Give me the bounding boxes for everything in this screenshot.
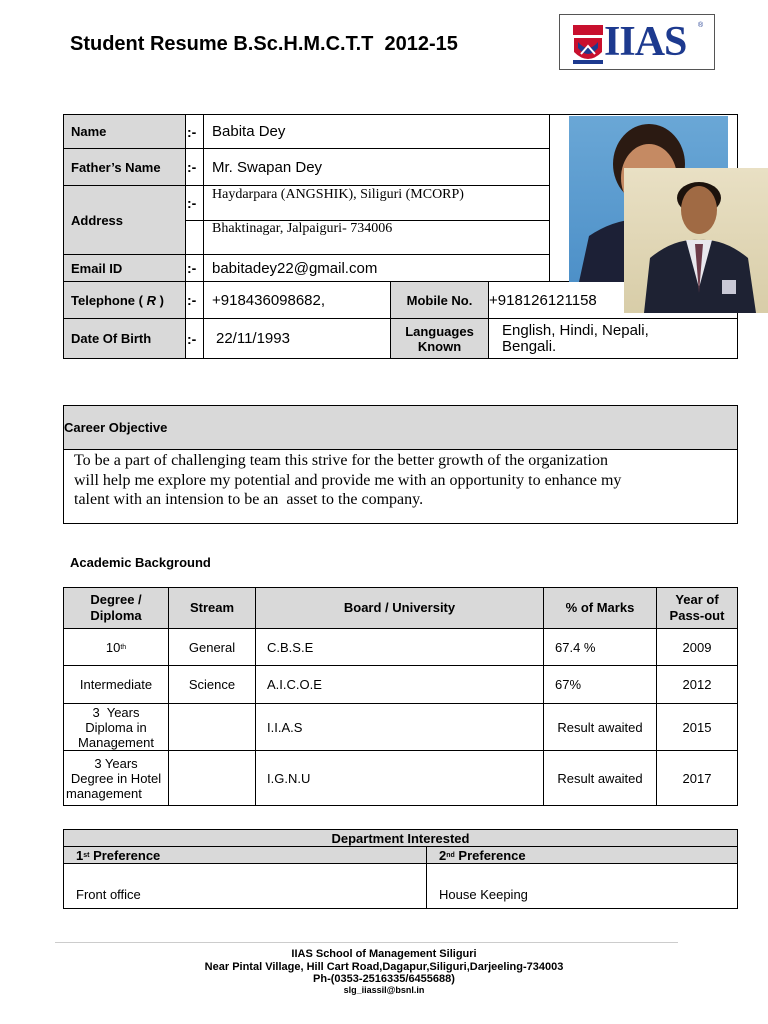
registered-mark: ® [698, 22, 704, 29]
footer-line-3: Ph-(0353-2516335/6455688) [313, 973, 455, 985]
email-label: Email ID [63, 254, 186, 282]
table-row-4-stream [168, 750, 256, 806]
pref1-sup: st [83, 851, 90, 859]
pref2-sup: nd [446, 851, 455, 859]
col-board-header: Board / University [255, 587, 544, 629]
address-label: Address [63, 185, 186, 255]
languages-label-line2: Known [417, 338, 462, 354]
languages-label-line1: Languages [405, 323, 474, 339]
academic-heading: Academic Background [70, 555, 211, 570]
footer-line-1: IIAS School of Management Siliguri [291, 948, 477, 960]
career-objective-heading: Career Objective [63, 405, 738, 450]
department-heading: Department Interested [63, 829, 738, 847]
dob-label: Date Of Birth [63, 318, 186, 359]
dob-separator: :- [185, 318, 204, 359]
col-year-header-line1: Year of [675, 592, 719, 607]
table-row-2-year: 2012 [656, 665, 738, 704]
row3-degree-line3: Management [78, 734, 154, 750]
row3-degree-line1: 3 Years [92, 704, 140, 720]
pref2-num: 2 [439, 847, 447, 863]
table-row-4-board: I.G.N.U [255, 750, 544, 806]
table-row-2-stream: Science [168, 665, 256, 704]
table-row-4-year: 2017 [656, 750, 738, 806]
row4-degree-line1: 3 Years [94, 755, 138, 771]
father-name-separator: :- [185, 148, 204, 186]
row1-degree-text: 10 [105, 639, 121, 655]
address-separator-blank [185, 220, 204, 255]
pref1-num: 1 [76, 847, 84, 863]
name-label: Name [63, 114, 186, 149]
dob-value: 22/11/1993 [203, 318, 391, 359]
career-line-3: talent with an intension to be an asset to the company. [74, 491, 424, 508]
logo-wordmark: IIAS [604, 19, 687, 65]
languages-value-line2: Bengali. [502, 337, 557, 355]
page-title: Student Resume B.Sc.H.M.C.T.T 2012-15 [70, 33, 458, 55]
table-row-4-degree [63, 750, 169, 806]
email-value: babitadey22@gmail.com [203, 254, 550, 282]
col-year-header-line2: Pass-out [669, 608, 725, 623]
address-separator: :- [185, 185, 204, 221]
pref1-label: Preference [89, 847, 161, 863]
preference-2-value: House Keeping [426, 863, 738, 909]
mobile-value: +918126121158 [488, 281, 738, 319]
career-line-2: will help me explore my potential and provide me with an opportunity to enhance my [74, 471, 622, 489]
telephone-value: +918436098682, [203, 281, 391, 319]
col-degree-header-line2: Diploma [90, 608, 142, 623]
table-row-4-marks: Result awaited [543, 750, 657, 806]
telephone-separator: :- [185, 281, 204, 319]
table-row-2-degree: Intermediate [63, 665, 169, 704]
table-row-3-marks: Result awaited [543, 703, 657, 751]
footer-email: slg_iiassil@bsnl.in [343, 985, 425, 995]
row1-degree-sup: th [120, 643, 127, 651]
table-row-1-stream: General [168, 628, 256, 666]
second-photo [624, 168, 768, 313]
address-line-1: Haydarpara (ANGSHIK), Siliguri (MCORP) [203, 185, 550, 221]
col-stream-header: Stream [168, 587, 256, 629]
col-degree-header [63, 587, 169, 629]
name-separator: :- [185, 114, 204, 149]
telephone-label [63, 281, 186, 319]
preference-1-header [63, 846, 427, 864]
address-line-2: Bhaktinagar, Jalpaiguri- 734006 [203, 220, 550, 255]
col-year-header [656, 587, 738, 629]
telephone-label-end: ) [156, 292, 164, 308]
father-name-label: Father’s Name [63, 148, 186, 186]
table-row-1-marks: 67.4 % [543, 628, 657, 666]
row3-degree-line2: Diploma in [85, 719, 147, 735]
table-row-1-board: C.B.S.E [255, 628, 544, 666]
languages-value-line1: English, Hindi, Nepali, [502, 321, 649, 339]
pref2-label: Preference [454, 847, 526, 863]
logo-emblem-icon [572, 24, 604, 66]
col-marks-header: % of Marks [543, 587, 657, 629]
name-value: Babita Dey [203, 114, 550, 149]
row4-degree-line2: Degree in Hotel [70, 770, 162, 786]
mobile-label: Mobile No. [390, 281, 489, 319]
email-separator: :- [185, 254, 204, 282]
father-name-value: Mr. Swapan Dey [203, 148, 550, 186]
table-row-1-year: 2009 [656, 628, 738, 666]
table-row-1-degree [63, 628, 169, 666]
career-objective-body [63, 449, 738, 524]
row4-degree-line3: management [66, 785, 142, 801]
table-row-3-degree [63, 703, 169, 751]
preference-1-value: Front office [63, 863, 427, 909]
languages-label [390, 318, 489, 359]
telephone-label-start: Telephone ( [71, 292, 147, 308]
table-row-3-stream [168, 703, 256, 751]
career-line-1: To be a part of challenging team this strive for the better growth of the organization [74, 452, 608, 469]
col-degree-header-line1: Degree / [90, 592, 142, 607]
preference-2-header [426, 846, 738, 864]
footer-divider [55, 942, 678, 943]
table-row-3-board: I.I.A.S [255, 703, 544, 751]
table-row-3-year: 2015 [656, 703, 738, 751]
table-row-2-board: A.I.C.O.E [255, 665, 544, 704]
telephone-label-r: R [146, 292, 156, 308]
footer-line-2: Near Pintal Village, Hill Cart Road,Dagapur,Siliguri,Darjeeling-734003 [204, 961, 564, 973]
languages-value [488, 318, 738, 359]
table-row-2-marks: 67% [543, 665, 657, 704]
